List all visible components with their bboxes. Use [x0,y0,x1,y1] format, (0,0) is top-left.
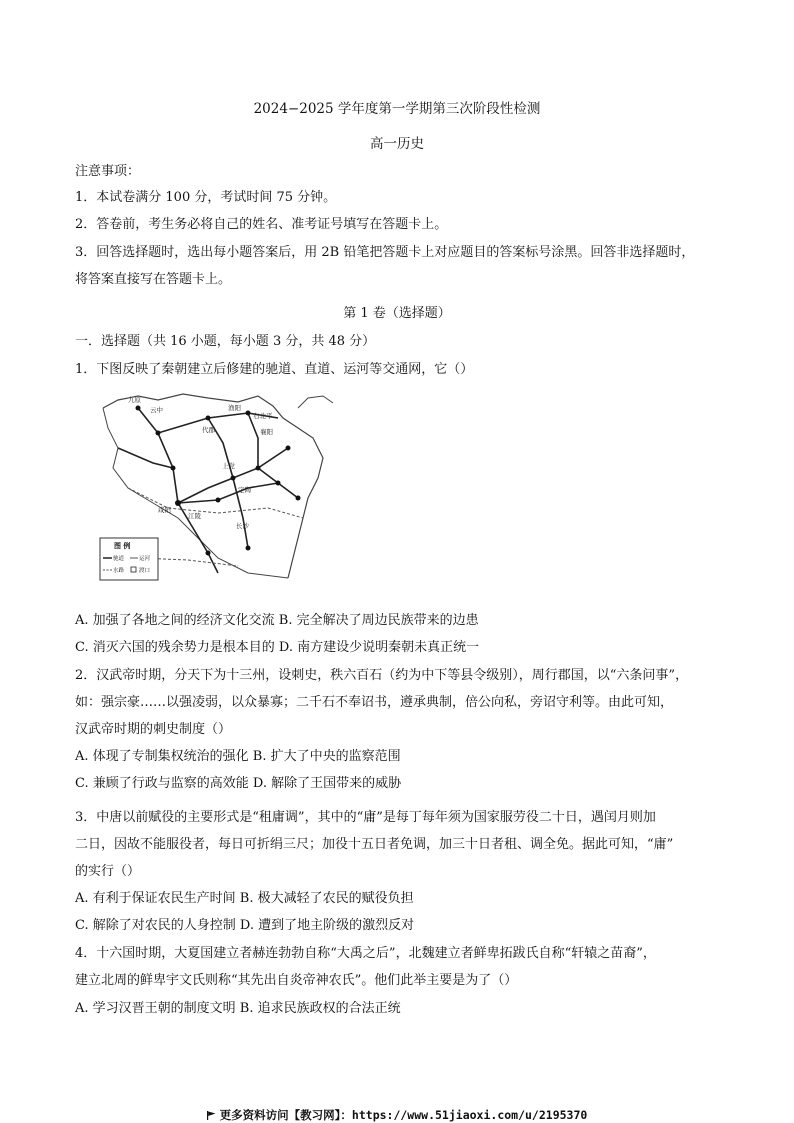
question-1-option: A. 加强了各地之间的经济文化交流 B. 完全解决了周边民族带来的边患 [75,613,479,628]
legend-item: 驰道 [113,556,125,562]
map-place: 长沙 [236,522,249,530]
map-place: 定陶 [238,486,251,494]
map-place: 咸阳 [158,506,171,514]
map-place: 襄阳 [260,428,273,436]
question-4-stem: 4．十六国时期，大夏国建立者赫连勃勃自称“大禹之后”，北魏建立者鲜卑拓跋氏自称“轩辕之苗裔”， [75,946,656,961]
legend-title: 图 例 [114,542,131,550]
question-3-option: A. 有利于保证农民生产时间 B. 极大减轻了农民的赋役负担 [75,891,414,906]
notice-item: 1．本试卷满分 100 分，考试时间 75 分钟。 [75,190,337,205]
notice-heading: 注意事项： [75,164,141,179]
qin-transport-map [98,388,338,588]
map-legend [100,538,158,580]
question-3-stem: 二日，因故不能服役者，每日可折绢三尺；加役十五日者免调，加三十日者租、调全免。据此可知，“庸” [75,837,674,852]
volume-heading: 第 1 卷（选择题） [343,306,451,321]
legend-item: 运河 [139,556,151,562]
question-2-option: A. 体现了专制集权统治的强化 B. 扩大了中央的监察范围 [75,749,401,764]
question-2-option: C. 兼顾了行政与监察的高效能 D. 解除了王国带来的威胁 [75,776,402,791]
question-3-option: C. 解除了对农民的人身控制 D. 遭到了地主阶级的激烈反对 [75,918,415,933]
question-3-stem: 3．中唐以前赋役的主要形式是“租庸调”，其中的“庸”是每丁每年须为国家服劳役二十日，遇闰月则加 [75,810,656,825]
subject-title: 高一历史 [370,136,424,152]
map-place: 江陵 [188,512,201,520]
question-3-stem: 的实行（） [75,864,141,879]
footer-link[interactable] [0,1107,794,1123]
part-heading: 一．选择题（共 16 小题，每小题 3 分，共 48 分） [75,334,376,349]
notice-item: 3．回答选择题时，选出每小题答案后，用 2B 铅笔把答题卡上对应题目的答案标号涂黑。回答非选择题时， [75,245,695,260]
notice-item: 将答案直接写在答题卡上。 [75,272,232,287]
map-place: 代郡 [202,426,215,434]
map-place: 云中 [150,406,163,414]
flag-icon [207,1111,216,1120]
question-4-stem: 建立北周的鲜卑宇文氏则称“其先出自炎帝神农氏”。他们此举主要是为了（） [75,973,518,988]
question-2-stem: 2．汉武帝时期，分天下为十三州，设刺史，秩六百石（约为中下等县令级别），周行郡国，以“六条问事”， [75,668,689,683]
map-place: 右北平 [253,412,273,420]
question-4-option: A. 学习汉晋王朝的制度文明 B. 追求民族政权的合法正统 [75,1001,401,1016]
map-place: 上党 [222,462,235,470]
question-2-stem: 如：强宗豪……以强凌弱，以众暴寡；二千石不奉诏书，遵承典制，倍公向私，旁诏守利等。由此可知， [75,695,674,710]
question-1-option: C. 消灭六国的残余势力是根本目的 D. 南方建设少说明秦朝未真正统一 [75,640,480,655]
question-2-stem: 汉武帝时期的刺史制度（） [75,722,232,737]
legend-item: 水路 [113,568,125,574]
exam-title: 2024−2025 学年度第一学期第三次阶段性检测 [253,101,541,117]
footer-text: 更多资料访问【教习网】：https://www.51jiaoxi.com/u/2195370 [219,1108,588,1122]
notice-item: 2．答卷前，考生务必将自己的姓名、准考证号填写在答题卡上。 [75,217,448,232]
question-1-stem: 1．下图反映了秦朝建立后修建的驰道、直道、运河等交通网，它（） [75,362,474,377]
map-place: 九原 [128,396,141,404]
legend-item: 渡口 [139,568,151,574]
map-place: 渔阳 [228,404,241,412]
